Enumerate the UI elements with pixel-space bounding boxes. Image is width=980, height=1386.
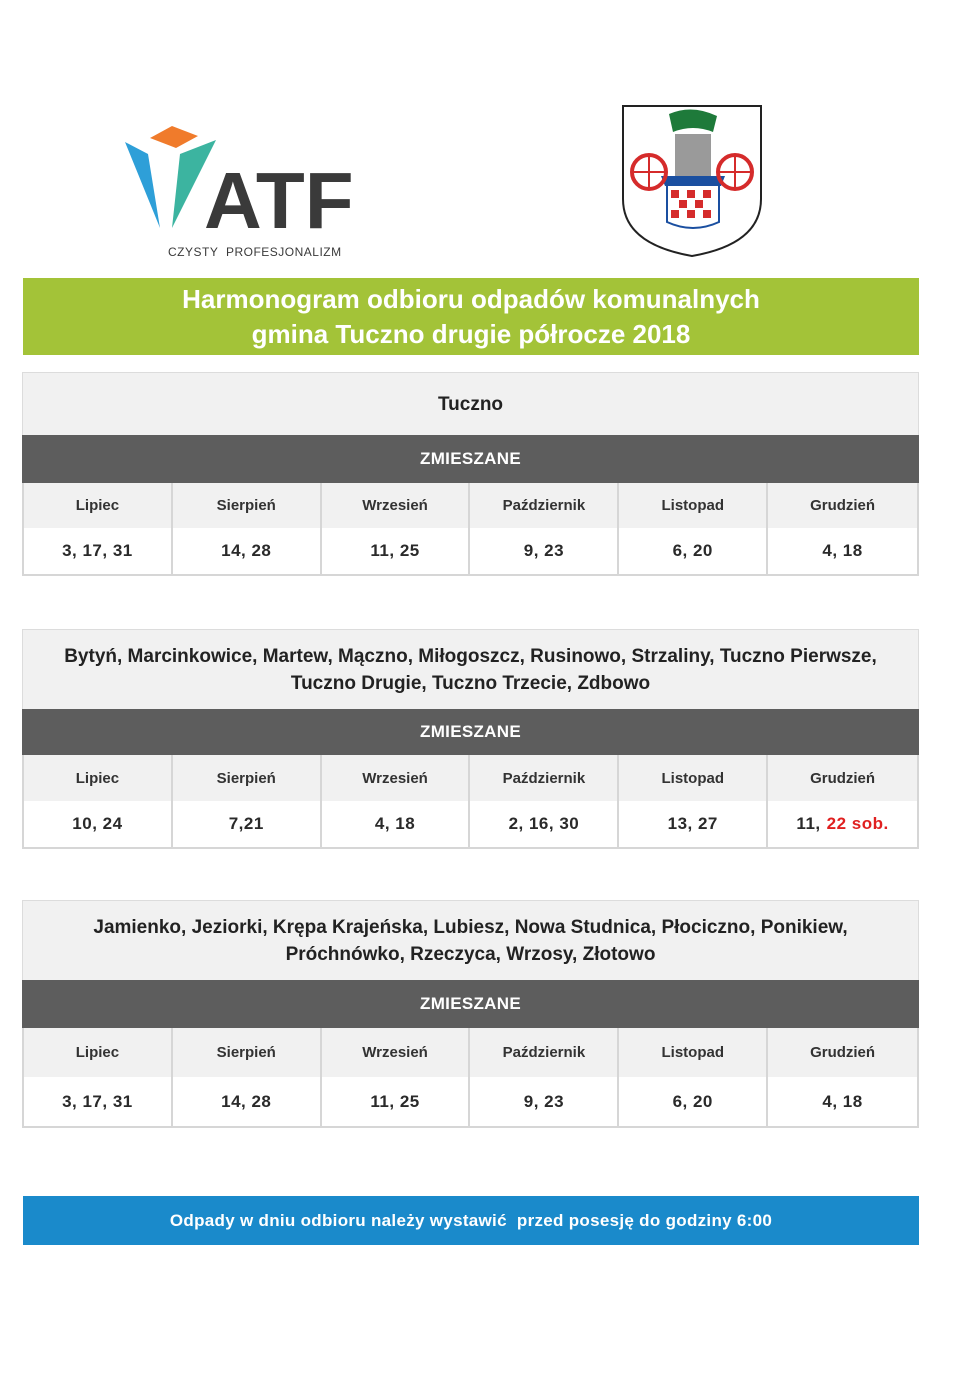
date-cell: 6, 20: [619, 528, 768, 574]
schedule-grid: [22, 755, 919, 849]
month-header: Sierpień: [173, 1028, 322, 1077]
date-value: 11,: [796, 814, 821, 833]
month-header: Sierpień: [173, 483, 322, 528]
date-cell: 4, 18: [768, 1077, 917, 1126]
schedule-block-2: [22, 629, 919, 849]
title-line-2: gmina Tuczno drugie półrocze 2018: [251, 318, 691, 349]
title-line-1: Harmonogram odbioru odpadów komunalnych: [182, 283, 760, 314]
month-header: Październik: [470, 1028, 619, 1077]
footer-notice: Odpady w dniu odbioru należy wystawić przed posesję do godziny 6:00: [23, 1196, 919, 1245]
location-header: Tuczno: [22, 372, 919, 435]
schedule-block-1: [22, 372, 919, 576]
month-header: Wrzesień: [322, 1028, 471, 1077]
month-header: Październik: [470, 483, 619, 528]
month-header: Wrzesień: [322, 755, 471, 801]
schedule-block-3: [22, 900, 919, 1128]
waste-type-bar: ZMIESZANE: [22, 435, 919, 483]
date-cell: 3, 17, 31: [24, 528, 173, 574]
date-cell: 6, 20: [619, 1077, 768, 1126]
date-cell: 14, 28: [173, 528, 322, 574]
atf-tagline: CZYSTY PROFESJONALIZM: [168, 245, 342, 259]
date-cell: 11, 25: [322, 1077, 471, 1126]
month-header: Listopad: [619, 755, 768, 801]
month-header: Lipiec: [24, 755, 173, 801]
month-header: Grudzień: [768, 483, 917, 528]
atf-logo-mark: [120, 118, 380, 243]
saturday-date-highlight: 22 sob.: [826, 814, 889, 833]
date-cell: 4, 18: [768, 528, 917, 574]
schedule-grid: [22, 1028, 919, 1128]
location-header: Bytyń, Marcinkowice, Martew, Mączno, Miłogoszcz, Rusinowo, Strzaliny, Tuczno Pierwsze, Tuczno Drugie, Tuczno Trzecie, Zdbowo: [22, 629, 919, 709]
date-cell: 14, 28: [173, 1077, 322, 1126]
date-cell: 13, 27: [619, 801, 768, 847]
waste-type-bar: ZMIESZANE: [22, 709, 919, 755]
month-header: Grudzień: [768, 1028, 917, 1077]
atf-logo: [120, 118, 380, 268]
date-cell-december: [768, 801, 917, 847]
schedule-title: [23, 278, 919, 355]
atf-logo-text: ATF: [204, 156, 354, 243]
month-header: Grudzień: [768, 755, 917, 801]
date-cell: 2, 16, 30: [470, 801, 619, 847]
month-header: Listopad: [619, 1028, 768, 1077]
month-header: Sierpień: [173, 755, 322, 801]
month-header: Październik: [470, 755, 619, 801]
date-cell: 3, 17, 31: [24, 1077, 173, 1126]
month-header: Lipiec: [24, 1028, 173, 1077]
schedule-grid: [22, 483, 919, 576]
month-header: Lipiec: [24, 483, 173, 528]
date-cell: 4, 18: [322, 801, 471, 847]
month-header: Listopad: [619, 483, 768, 528]
coat-of-arms-icon: [621, 104, 763, 258]
date-cell: 9, 23: [470, 528, 619, 574]
date-cell: 11, 25: [322, 528, 471, 574]
waste-type-bar: ZMIESZANE: [22, 980, 919, 1028]
date-cell: 7,21: [173, 801, 322, 847]
month-header: Wrzesień: [322, 483, 471, 528]
date-cell: 10, 24: [24, 801, 173, 847]
location-header: Jamienko, Jeziorki, Krępa Krajeńska, Lubiesz, Nowa Studnica, Płociczno, Ponikiew, Próchnówko, Rzeczyca, Wrzosy, Złotowo: [22, 900, 919, 980]
date-cell: 9, 23: [470, 1077, 619, 1126]
